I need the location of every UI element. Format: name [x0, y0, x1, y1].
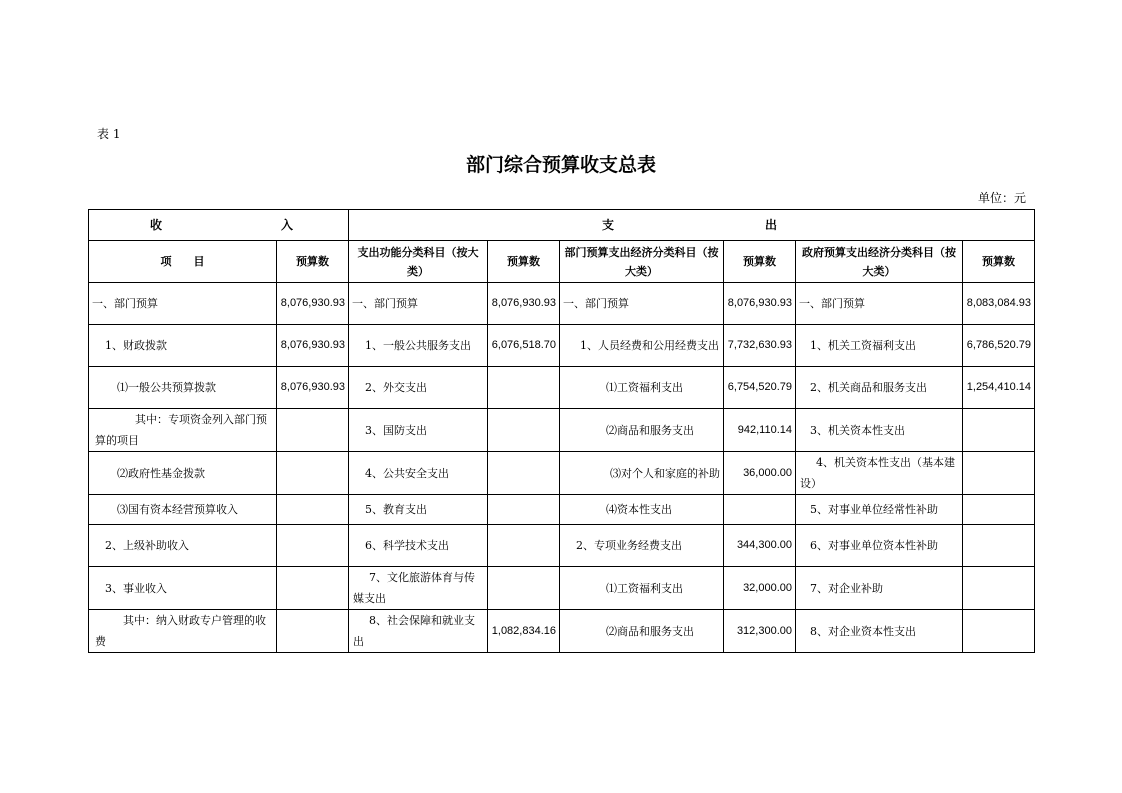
table-row: [89, 610, 1035, 653]
income-item: 2、上级补助收入: [89, 525, 277, 567]
dept-econ-amount: [724, 495, 796, 525]
func-amount: [488, 367, 560, 409]
gov-econ-amount: 8,083,084.93: [963, 283, 1035, 325]
table-row: [89, 283, 1035, 325]
gov-econ-item: 2、机关商品和服务支出: [796, 367, 963, 409]
func-item: 4、公共安全支出: [349, 452, 488, 495]
gov-econ-item: 8、对企业资本性支出: [796, 610, 963, 653]
gov-econ-item: 7、对企业补助: [796, 567, 963, 610]
income-item: 其中：纳入财政专户管理的收费: [89, 610, 277, 653]
dept-econ-amount: 8,076,930.93: [724, 283, 796, 325]
table-row: [89, 409, 1035, 452]
expense-header-right: 出: [764, 217, 777, 232]
income-header-left: 收: [150, 217, 163, 232]
col-header-item: 项 目: [89, 241, 277, 283]
func-amount: 8,076,930.93: [488, 283, 560, 325]
gov-econ-item: 一、部门预算: [796, 283, 963, 325]
income-item: ⑵政府性基金拨款: [89, 452, 277, 495]
gov-econ-amount: [963, 452, 1035, 495]
col-header-budget-gov: 预算数: [963, 241, 1035, 283]
dept-econ-amount: 7,732,630.93: [724, 325, 796, 367]
dept-econ-item: ⑷资本性支出: [560, 495, 724, 525]
unit-label: 单位：元: [977, 191, 1026, 205]
dept-econ-item: 1、人员经费和公用经费支出: [560, 325, 724, 367]
expense-header-left: 支: [602, 217, 615, 232]
func-item: 8、社会保障和就业支出: [349, 610, 488, 653]
table-number-label: 表 1: [97, 127, 121, 141]
func-amount: [488, 495, 560, 525]
dept-econ-item: 一、部门预算: [560, 283, 724, 325]
func-amount: [488, 567, 560, 610]
col-header-gov-econ-class: 政府预算支出经济分类科目（按大类）: [796, 241, 963, 283]
dept-econ-amount: 6,754,520.79: [724, 367, 796, 409]
func-item: 一、部门预算: [349, 283, 488, 325]
dept-econ-amount: 312,300.00: [724, 610, 796, 653]
gov-econ-amount: [963, 567, 1035, 610]
income-item: 1、财政拨款: [89, 325, 277, 367]
income-item: 其中：专项资金列入部门预算的项目: [89, 409, 277, 452]
page-title: 部门综合预算收支总表: [465, 154, 656, 176]
dept-econ-amount: 344,300.00: [724, 525, 796, 567]
col-header-dept-econ-class: 部门预算支出经济分类科目（按大类）: [560, 241, 724, 283]
func-item: 3、国防支出: [349, 409, 488, 452]
func-amount: [488, 409, 560, 452]
func-amount: 6,076,518.70: [488, 325, 560, 367]
func-item: 7、文化旅游体育与传媒支出: [349, 567, 488, 610]
gov-econ-amount: [963, 495, 1035, 525]
budget-summary-table: [88, 209, 1035, 653]
gov-econ-item: 3、机关资本性支出: [796, 409, 963, 452]
table-row: [89, 525, 1035, 567]
income-header: [89, 210, 349, 241]
table-row: [89, 452, 1035, 495]
header-row-columns: [89, 241, 1035, 283]
func-amount: [488, 452, 560, 495]
header-row-top: [89, 210, 1035, 241]
gov-econ-amount: 1,254,410.14: [963, 367, 1035, 409]
income-amount: [277, 525, 349, 567]
table-row: [89, 367, 1035, 409]
income-item: ⑶国有资本经营预算收入: [89, 495, 277, 525]
income-amount: [277, 495, 349, 525]
gov-econ-item: 6、对事业单位资本性补助: [796, 525, 963, 567]
dept-econ-item: 2、专项业务经费支出: [560, 525, 724, 567]
income-item: 3、事业收入: [89, 567, 277, 610]
expense-header: [349, 210, 1035, 241]
dept-econ-item: ⑴工资福利支出: [560, 567, 724, 610]
col-header-func-class: 支出功能分类科目（按大类）: [349, 241, 488, 283]
func-item: 6、科学技术支出: [349, 525, 488, 567]
dept-econ-amount: 942,110.14: [724, 409, 796, 452]
func-amount: 1,082,834.16: [488, 610, 560, 653]
col-header-budget-dept: 预算数: [724, 241, 796, 283]
income-amount: [277, 409, 349, 452]
income-amount: [277, 610, 349, 653]
income-item: ⑴一般公共预算拨款: [89, 367, 277, 409]
income-amount: 8,076,930.93: [277, 367, 349, 409]
gov-econ-item: 1、机关工资福利支出: [796, 325, 963, 367]
income-amount: [277, 567, 349, 610]
gov-econ-amount: [963, 409, 1035, 452]
table-row: [89, 325, 1035, 367]
income-header-right: 入: [280, 217, 293, 232]
income-amount: 8,076,930.93: [277, 283, 349, 325]
table-row: [89, 567, 1035, 610]
gov-econ-amount: [963, 525, 1035, 567]
dept-econ-amount: 32,000.00: [724, 567, 796, 610]
income-amount: [277, 452, 349, 495]
dept-econ-amount: 36,000.00: [724, 452, 796, 495]
gov-econ-item: 5、对事业单位经常性补助: [796, 495, 963, 525]
table-row: [89, 495, 1035, 525]
income-amount: 8,076,930.93: [277, 325, 349, 367]
func-item: 2、外交支出: [349, 367, 488, 409]
func-item: 1、一般公共服务支出: [349, 325, 488, 367]
income-item: 一、部门预算: [89, 283, 277, 325]
dept-econ-item: ⑶对个人和家庭的补助: [560, 452, 724, 495]
gov-econ-amount: 6,786,520.79: [963, 325, 1035, 367]
func-amount: [488, 525, 560, 567]
gov-econ-amount: [963, 610, 1035, 653]
col-header-budget-func: 预算数: [488, 241, 560, 283]
dept-econ-item: ⑵商品和服务支出: [560, 409, 724, 452]
func-item: 5、教育支出: [349, 495, 488, 525]
dept-econ-item: ⑴工资福利支出: [560, 367, 724, 409]
dept-econ-item: ⑵商品和服务支出: [560, 610, 724, 653]
col-header-budget-income: 预算数: [277, 241, 349, 283]
gov-econ-item: 4、机关资本性支出（基本建设）: [796, 452, 963, 495]
